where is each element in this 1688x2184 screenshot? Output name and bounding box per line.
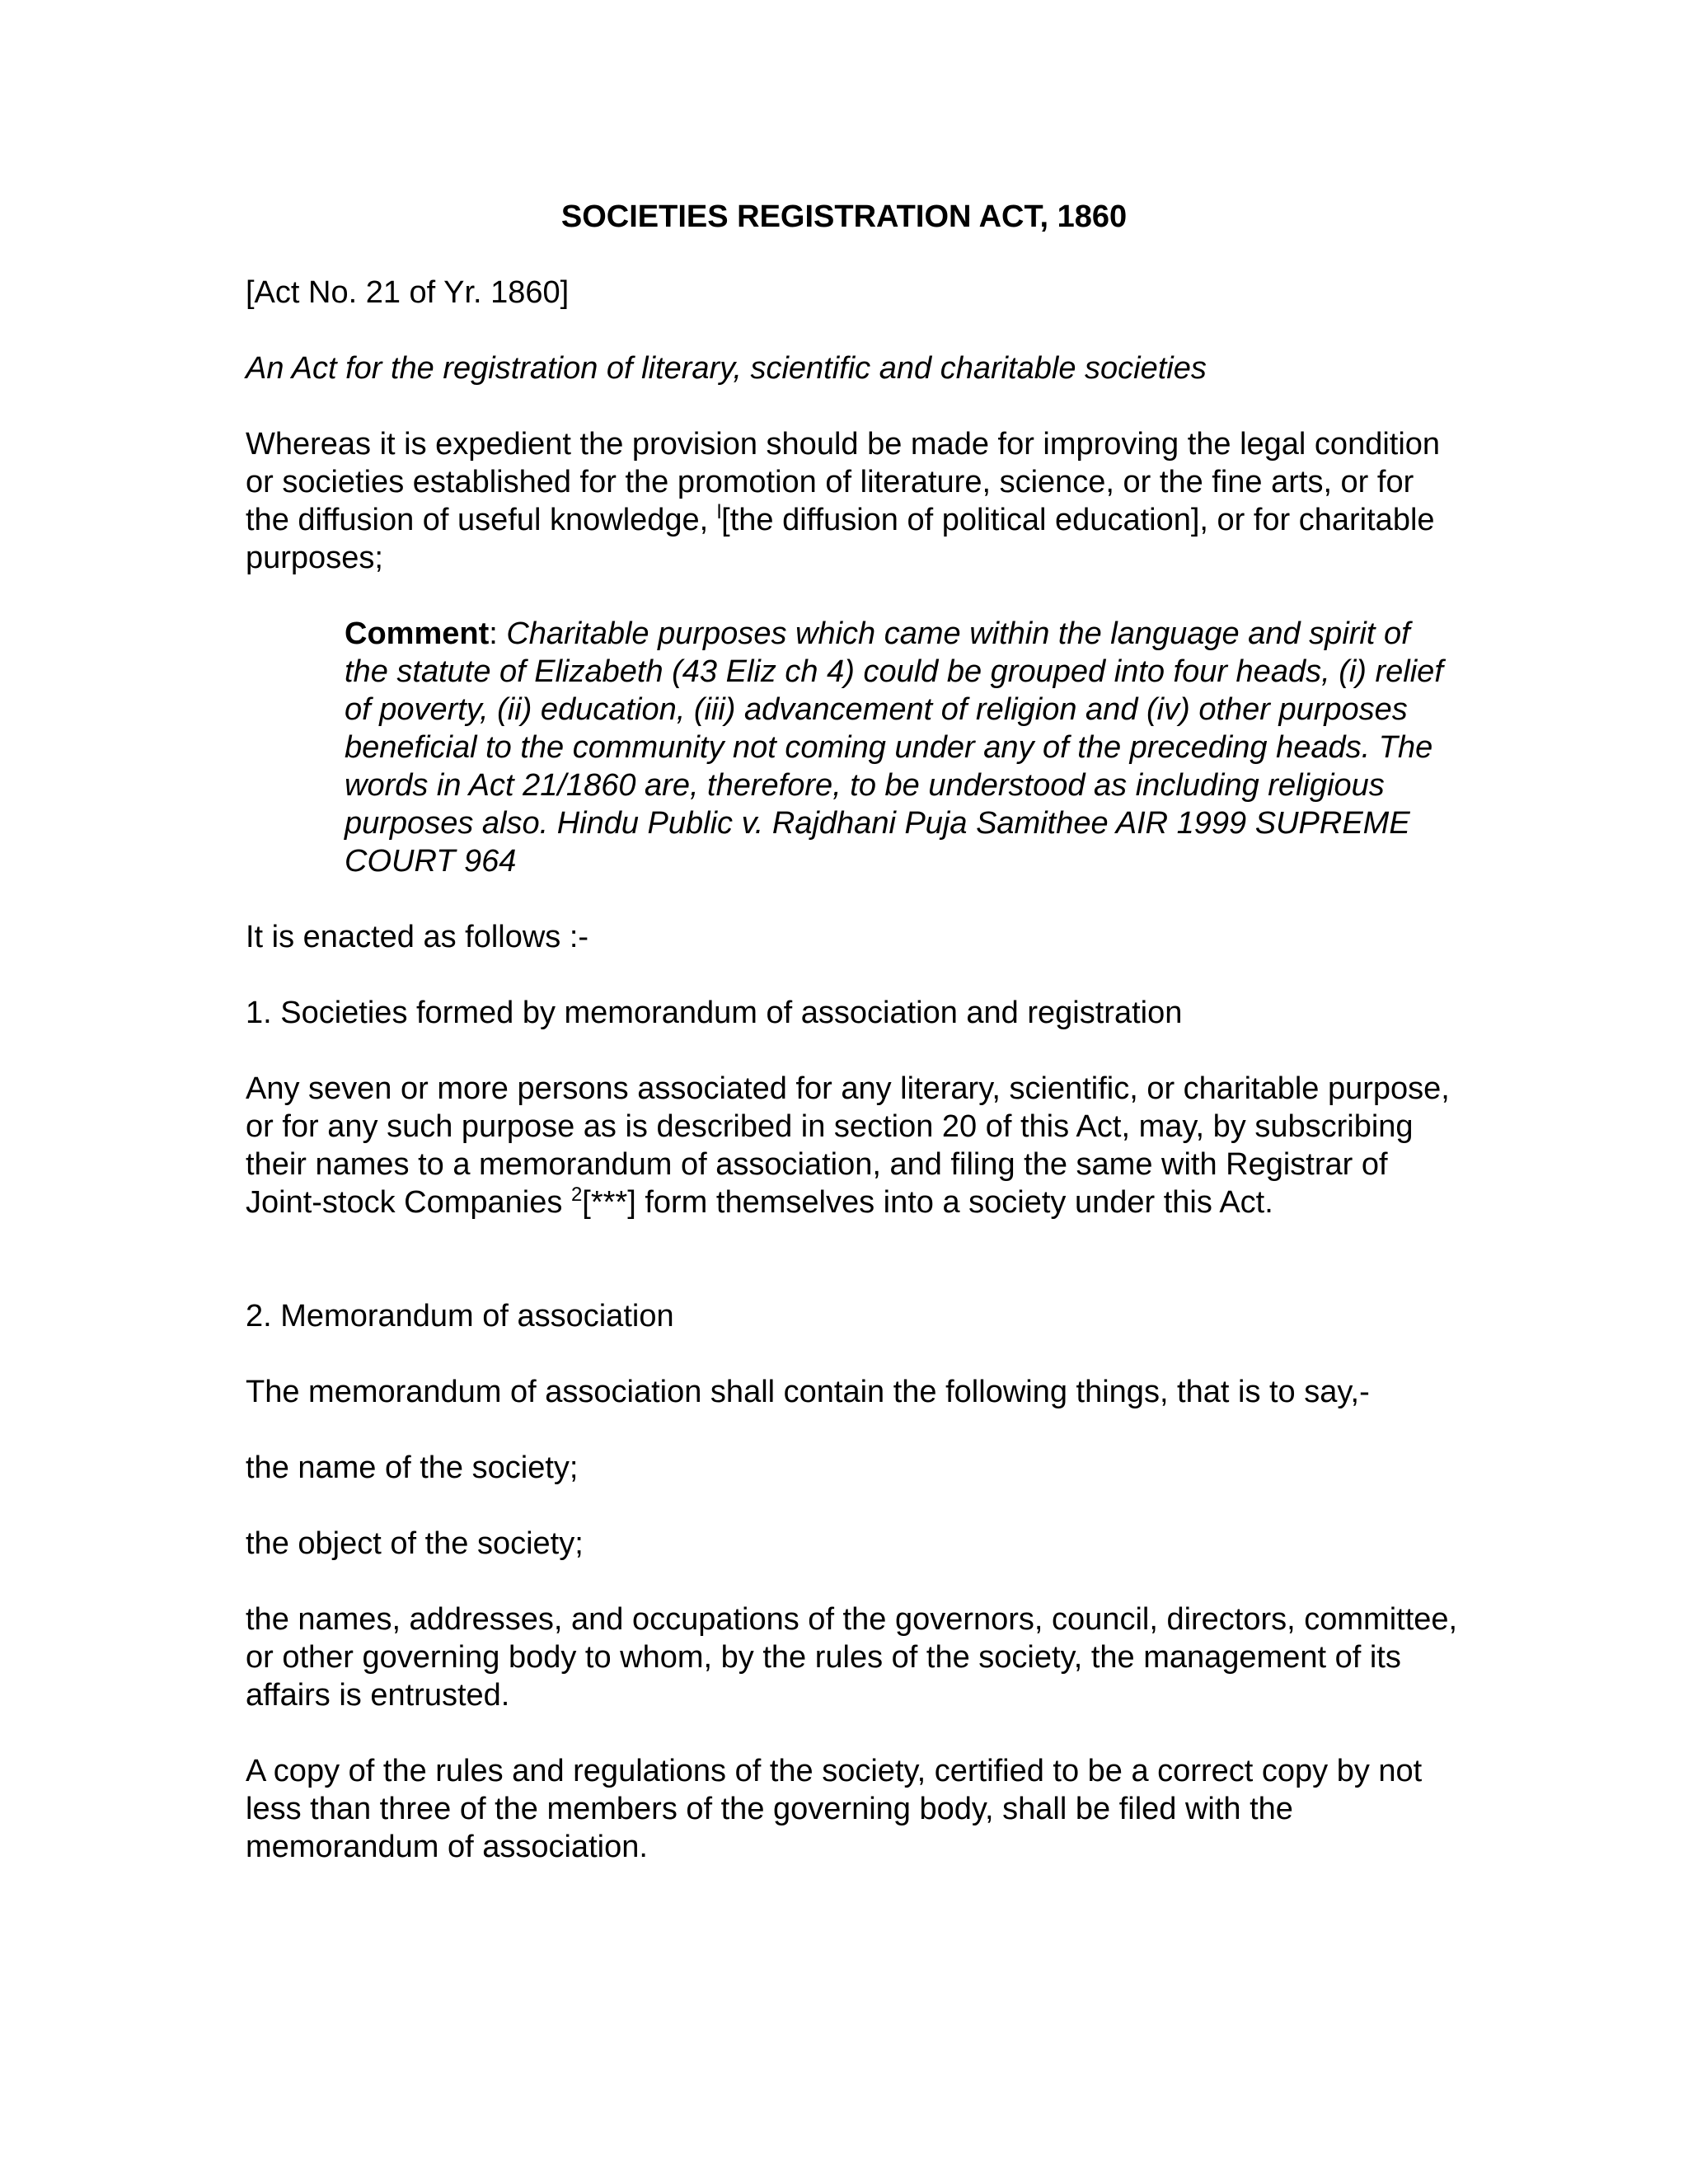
section-2-rules-copy: A copy of the rules and regulations of the society, certified to be a correct copy by not less than three of the members of the governing body, shall be filed with the memorandum of association. bbox=[246, 1754, 1423, 1864]
footnote-mark-1: l bbox=[716, 501, 722, 523]
preamble-text-before-note: Whereas it is expedient the provision should be made for improving the legal condition or societies established for the promotion of literature, science, or the fine arts, or for the diffusion of useful knowledge, bbox=[246, 427, 1441, 537]
section-1-text-after-note: [***] form themselves into a society under this Act. bbox=[582, 1185, 1273, 1220]
footnote-mark-2: 2 bbox=[570, 1183, 583, 1206]
act-number: [Act No. 21 of Yr. 1860] bbox=[246, 275, 570, 310]
section-2-intro: The memorandum of association shall contain the following things, that is to say,- bbox=[246, 1375, 1370, 1409]
comment-block bbox=[345, 615, 1449, 880]
enacting-clause: It is enacted as follows :- bbox=[246, 920, 589, 954]
section-2-item-name: the name of the society; bbox=[246, 1451, 579, 1485]
section-2-item-object: the object of the society; bbox=[246, 1526, 584, 1561]
section-2-item-governing-body: the names, addresses, and occupations of the governors, council, directors, committee, or other governing body to whom, by the rules of the society, the management of its affairs is entrusted. bbox=[246, 1602, 1458, 1713]
comment-colon: : bbox=[489, 616, 507, 651]
act-title: SOCIETIES REGISTRATION ACT, 1860 bbox=[560, 199, 1128, 234]
section-1-body bbox=[246, 1070, 1465, 1221]
section-1-text-before-note: Any seven or more persons associated for any literary, scientific, or charitable purpose, or for any such purpose as is described in section 20 of this Act, may, by subscribing their names to a memorandum of association, and filing the same with Registrar of Joint-stock Companies bbox=[246, 1071, 1450, 1220]
section-1-heading: 1. Societies formed by memorandum of association and registration bbox=[246, 996, 1183, 1030]
preamble-text-after-note: [the diffusion of political education], or for charitable purposes; bbox=[246, 503, 1435, 575]
section-2-heading: 2. Memorandum of association bbox=[246, 1299, 674, 1333]
comment-text: Charitable purposes which came within the language and spirit of the statute of Elizabeth (43 Eliz ch 4) could be grouped into four heads, (i) relief of poverty, (ii) education, (iii) advancement of religion and (iv) other purposes beneficial to the community not coming under any of the preceding heads. The words in Act 21/1860 are, therefore, to be understood as including religious purposes also. Hindu Public v. Rajdhani Puja Samithee AIR 1999 SUPREME COURT 964 bbox=[345, 616, 1443, 879]
preamble bbox=[246, 425, 1465, 577]
comment-label: Comment bbox=[345, 616, 490, 651]
long-title: An Act for the registration of literary, scientific and charitable societies bbox=[246, 351, 1207, 386]
